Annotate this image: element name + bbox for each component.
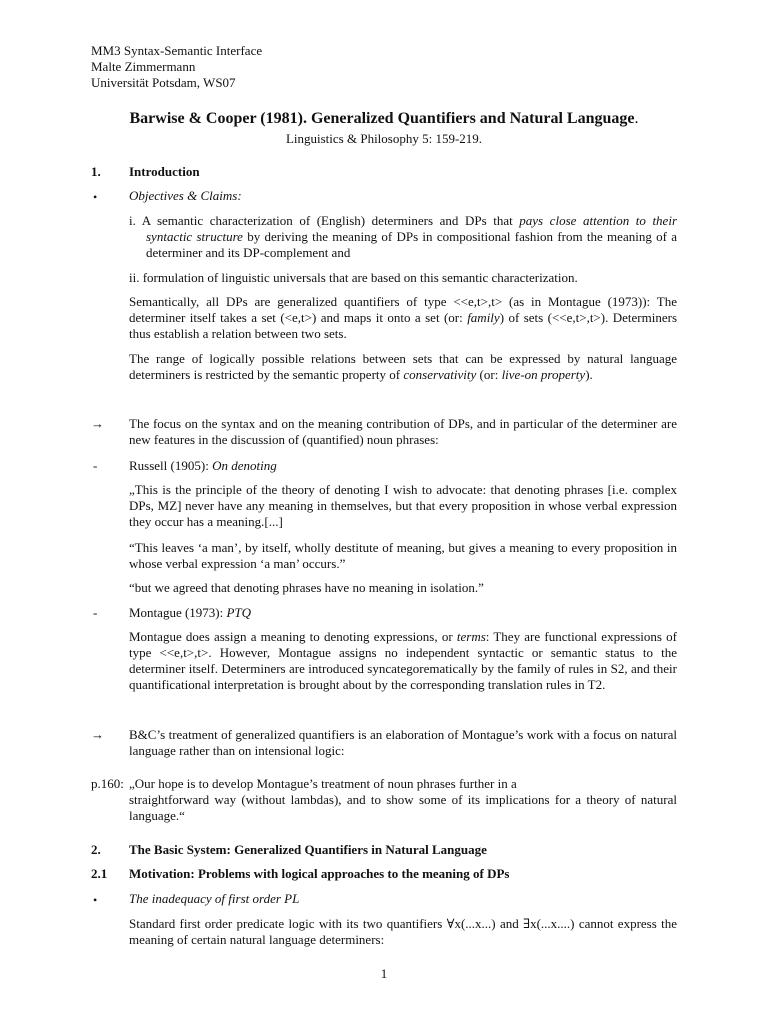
paragraph-semantics (129, 294, 677, 342)
claim-i-start: i. A semantic characterization of (English) determiners and DPs that (129, 213, 520, 228)
para-cons-emphasis-2: live-on property (501, 367, 586, 382)
montague-work: PTQ (226, 605, 252, 620)
bullet-icon: • (93, 190, 98, 204)
russell-quote-1: „This is the principle of the theory of denoting I wish to advocate: that denoting phrases [i.e. complex DPs, MZ] never have any meaning in themselves, but that every proposition in whose verbal expression they occur has a meaning.[...] (129, 482, 677, 529)
section-1-number: 1. (91, 164, 101, 179)
section-2-number: 2. (91, 842, 101, 857)
para-semantics-end: ) of sets (<<e,t>,t>). Determiners thus establish a relation between two sets. (129, 310, 678, 341)
para-montague-end: : They are functional expressions of type <<e,t>,t>. However, Montague assigns no independent syntactic or semantic status to the determiner itself. Determiners are introduced syncategorematically by the family of rules in S2, and their quantificational interpretation is brought about by the corresponding translation rules in T2. (129, 629, 677, 692)
paper-title-text: Barwise & Cooper (1981). Generalized Quantifiers and Natural Language (129, 110, 635, 127)
objectives-label (129, 188, 242, 204)
para-semantics-start: Semantically, all DPs are generalized quantifiers of type <<e,t>,t> (as in Montague (1973)): The determiner itself takes a set (<e,t>) and maps it onto a set (or: (129, 294, 677, 325)
claim-ii: ii. formulation of linguistic universals that are based on this semantic characterization. (129, 270, 578, 285)
course-title: MM3 Syntax-Semantic Interface (91, 43, 263, 58)
section-1-heading: Introduction (129, 164, 200, 179)
page-reference-label: p.160: (91, 776, 124, 791)
para-semantics-emphasis: family (467, 310, 500, 325)
paragraph-bc-treatment: B&C’s treatment of generalized quantifiers is an elaboration of Montague’s work with a focus on natural language rather than on intensional logic: (129, 727, 677, 758)
dash-marker: - (93, 458, 98, 473)
paper-citation: Linguistics & Philosophy 5: 159-219. (285, 131, 483, 146)
arrow-right-icon: → (91, 727, 104, 742)
section-2-heading: The Basic System: Generalized Quantifiers in Natural Language (129, 842, 487, 857)
claim-i-emphasis: pays close attention to their syntactic structure (146, 213, 678, 244)
subsection-2-1-heading: Motivation: Problems with logical approaches to the meaning of DPs (129, 866, 510, 881)
paper-title-period: . (634, 110, 639, 127)
russell-quote-2: “This leaves ‘a man’, by itself, wholly destitute of meaning, but gives a meaning to every proposition in whose verbal expression ‘a man’ occurs.” (129, 540, 677, 571)
objectives-label-text: Objectives & Claims: (129, 188, 242, 203)
paragraph-focus: The focus on the syntax and on the meaning contribution of DPs, and in particular of the determiner are new features in the discussion of (quantified) noun phrases: (129, 416, 677, 447)
p160-quote-line-1: „Our hope is to develop Montague’s treatment of noun phrases further in a (129, 776, 517, 791)
para-cons-middle: (or: (476, 367, 502, 382)
inadequacy-label (129, 891, 299, 907)
russell-quote-3: “but we agreed that denoting phrases have no meaning in isolation.” (129, 580, 484, 595)
para-montague-start: Montague does assign a meaning to denoting expressions, or (129, 629, 457, 644)
para-cons-end: ). (585, 367, 593, 382)
para-cons-emphasis-1: conservativity (403, 367, 477, 382)
russell-reference (129, 458, 277, 474)
russell-work: On denoting (212, 458, 277, 473)
dash-marker: - (93, 605, 98, 620)
subsection-2-1-number: 2.1 (91, 866, 108, 881)
p160-quote-rest: straightforward way (without lambdas), and to show some of its implications for a theory of natural language.“ (129, 792, 677, 823)
paragraph-fol: Standard first order predicate logic with its two quantifiers ∀x(...x...) and ∃x(...x....) cannot express the meaning of certain natural language determiners: (129, 916, 677, 947)
university-term: Universität Potsdam, WS07 (91, 75, 236, 90)
bullet-icon: • (93, 893, 98, 907)
arrow-right-icon: → (91, 416, 104, 431)
montague-reference (129, 605, 251, 621)
claim-i-end: by deriving the meaning of DPs in compositional fashion from the meaning of a determiner and its DP-complement and (146, 229, 677, 260)
paragraph-montague (129, 629, 677, 693)
claim-i (129, 213, 678, 261)
para-montague-emphasis: terms (456, 629, 486, 644)
montague-author: Montague (1973): (129, 605, 227, 620)
russell-author: Russell (1905): (129, 458, 213, 473)
paper-title (0, 109, 768, 129)
paragraph-conservativity (129, 351, 677, 383)
inadequacy-label-text: The inadequacy of first order PL (129, 891, 300, 906)
page-number: 1 (380, 966, 388, 981)
para-cons-start: The range of logically possible relations between sets that can be expressed by natural language determiners is restricted by the semantic property of (129, 351, 677, 382)
author-name: Malte Zimmermann (91, 59, 196, 74)
